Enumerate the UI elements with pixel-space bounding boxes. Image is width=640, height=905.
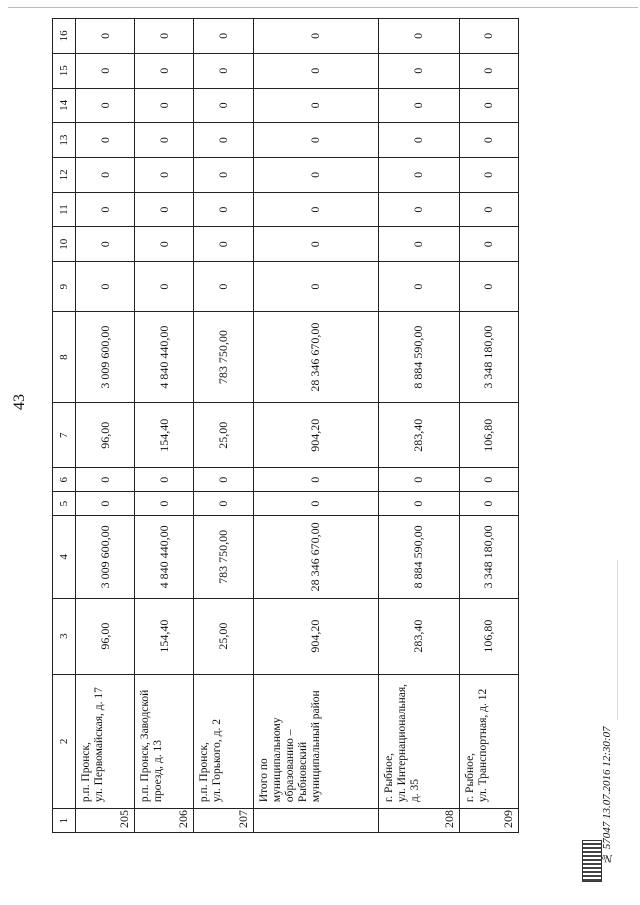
value-cell: 0: [459, 53, 518, 88]
value-cell: 8 884 590,00: [378, 312, 459, 403]
value-cell: 0: [378, 227, 459, 262]
column-header: 15: [53, 53, 76, 88]
value-cell: 0: [135, 123, 194, 158]
value-cell: 0: [135, 492, 194, 516]
value-cell: 3 348 180,00: [459, 312, 518, 403]
row-index-cell: 208: [378, 809, 459, 833]
value-cell: 4 840 440,00: [135, 312, 194, 403]
column-header: 13: [53, 123, 76, 158]
value-cell: 0: [194, 19, 253, 54]
value-cell: 0: [76, 158, 135, 193]
value-cell: 0: [459, 468, 518, 492]
rotated-table-container: [52, 18, 519, 833]
value-cell: 0: [135, 88, 194, 123]
address-cell: Итого по муниципальному образованию – Рыбновский муниципальный район: [253, 674, 378, 809]
value-cell: 0: [76, 227, 135, 262]
value-cell: 0: [459, 158, 518, 193]
value-cell: 28 346 670,00: [253, 312, 378, 403]
value-cell: 0: [253, 262, 378, 312]
value-cell: 0: [459, 227, 518, 262]
value-cell: 0: [135, 227, 194, 262]
value-cell: 0: [76, 262, 135, 312]
value-cell: 0: [194, 53, 253, 88]
value-cell: 283,40: [378, 598, 459, 674]
column-header: 7: [53, 403, 76, 468]
scan-edge-line: [8, 7, 638, 8]
value-cell: 0: [459, 192, 518, 227]
value-cell: 0: [76, 123, 135, 158]
row-index-cell: 207: [194, 809, 253, 833]
value-cell: 0: [378, 53, 459, 88]
value-cell: 783 750,00: [194, 516, 253, 598]
table-row: [459, 19, 518, 833]
value-cell: 0: [378, 88, 459, 123]
column-header: 8: [53, 312, 76, 403]
value-cell: 0: [253, 192, 378, 227]
value-cell: 0: [378, 492, 459, 516]
value-cell: 0: [253, 468, 378, 492]
value-cell: 0: [135, 158, 194, 193]
table-row: [378, 19, 459, 833]
table-row: [194, 19, 253, 833]
value-cell: 0: [76, 468, 135, 492]
value-cell: 0: [459, 19, 518, 54]
value-cell: 3 348 180,00: [459, 516, 518, 598]
column-header: 6: [53, 468, 76, 492]
value-cell: 0: [76, 53, 135, 88]
value-cell: 0: [194, 192, 253, 227]
value-cell: 0: [135, 53, 194, 88]
table-body: [53, 19, 519, 833]
value-cell: 0: [253, 492, 378, 516]
address-cell: г. Рыбное, ул. Транспортная, д. 12: [459, 674, 518, 809]
value-cell: 3 009 600,00: [76, 312, 135, 403]
value-cell: 0: [76, 492, 135, 516]
address-cell: р.п. Пронск, ул. Первомайская, д. 17: [76, 674, 135, 809]
value-cell: 0: [76, 192, 135, 227]
table-row: [135, 19, 194, 833]
value-cell: 4 840 440,00: [135, 516, 194, 598]
value-cell: 283,40: [378, 403, 459, 468]
address-cell: р.п. Пронск, Заводской проезд, д. 13: [135, 674, 194, 809]
column-header: 3: [53, 598, 76, 674]
value-cell: 0: [135, 19, 194, 54]
data-table: [52, 18, 519, 833]
value-cell: 0: [253, 227, 378, 262]
row-index-cell: 209: [459, 809, 518, 833]
value-cell: 96,00: [76, 403, 135, 468]
value-cell: 106,80: [459, 598, 518, 674]
value-cell: 0: [459, 88, 518, 123]
row-index-cell: 206: [135, 809, 194, 833]
column-header: 12: [53, 158, 76, 193]
value-cell: 0: [253, 88, 378, 123]
value-cell: 0: [253, 123, 378, 158]
value-cell: 904,20: [253, 598, 378, 674]
registration-stamp: № 57047 13.07.2016 12:30:07: [601, 726, 613, 864]
value-cell: 0: [459, 123, 518, 158]
value-cell: 0: [459, 492, 518, 516]
value-cell: 0: [378, 262, 459, 312]
value-cell: 0: [194, 492, 253, 516]
row-index-cell: [253, 809, 378, 833]
value-cell: 0: [135, 262, 194, 312]
value-cell: 154,40: [135, 403, 194, 468]
scan-artifact-line: [617, 560, 618, 720]
value-cell: 0: [135, 192, 194, 227]
value-cell: 96,00: [76, 598, 135, 674]
registry-logo-icon: [582, 840, 602, 882]
column-header: 9: [53, 262, 76, 312]
address-cell: р.п. Пронск, ул. Горького, д. 2: [194, 674, 253, 809]
value-cell: 0: [194, 227, 253, 262]
column-header: 2: [53, 674, 76, 809]
value-cell: 8 884 590,00: [378, 516, 459, 598]
value-cell: 0: [459, 262, 518, 312]
column-header: 1: [53, 809, 76, 833]
value-cell: 0: [378, 123, 459, 158]
column-header: 10: [53, 227, 76, 262]
column-header: 11: [53, 192, 76, 227]
value-cell: 0: [194, 468, 253, 492]
value-cell: 0: [378, 468, 459, 492]
value-cell: 0: [194, 158, 253, 193]
column-header: 16: [53, 19, 76, 54]
value-cell: 783 750,00: [194, 312, 253, 403]
value-cell: 154,40: [135, 598, 194, 674]
value-cell: 0: [194, 88, 253, 123]
value-cell: 0: [378, 19, 459, 54]
value-cell: 0: [253, 19, 378, 54]
value-cell: 25,00: [194, 598, 253, 674]
value-cell: 0: [253, 53, 378, 88]
address-cell: г. Рыбное, ул. Интернациональная, д. 35: [378, 674, 459, 809]
value-cell: 28 346 670,00: [253, 516, 378, 598]
value-cell: 0: [76, 19, 135, 54]
value-cell: 0: [378, 158, 459, 193]
value-cell: 0: [135, 468, 194, 492]
value-cell: 0: [378, 192, 459, 227]
value-cell: 106,80: [459, 403, 518, 468]
value-cell: 25,00: [194, 403, 253, 468]
value-cell: 3 009 600,00: [76, 516, 135, 598]
value-cell: 0: [194, 123, 253, 158]
column-header: 5: [53, 492, 76, 516]
value-cell: 904,20: [253, 403, 378, 468]
value-cell: 0: [194, 262, 253, 312]
column-header: 4: [53, 516, 76, 598]
value-cell: 0: [76, 88, 135, 123]
table-row: [253, 19, 378, 833]
row-index-cell: 205: [76, 809, 135, 833]
value-cell: 0: [253, 158, 378, 193]
page-number: 43: [11, 394, 28, 410]
header-row: [53, 19, 76, 833]
column-header: 14: [53, 88, 76, 123]
table-row: [76, 19, 135, 833]
